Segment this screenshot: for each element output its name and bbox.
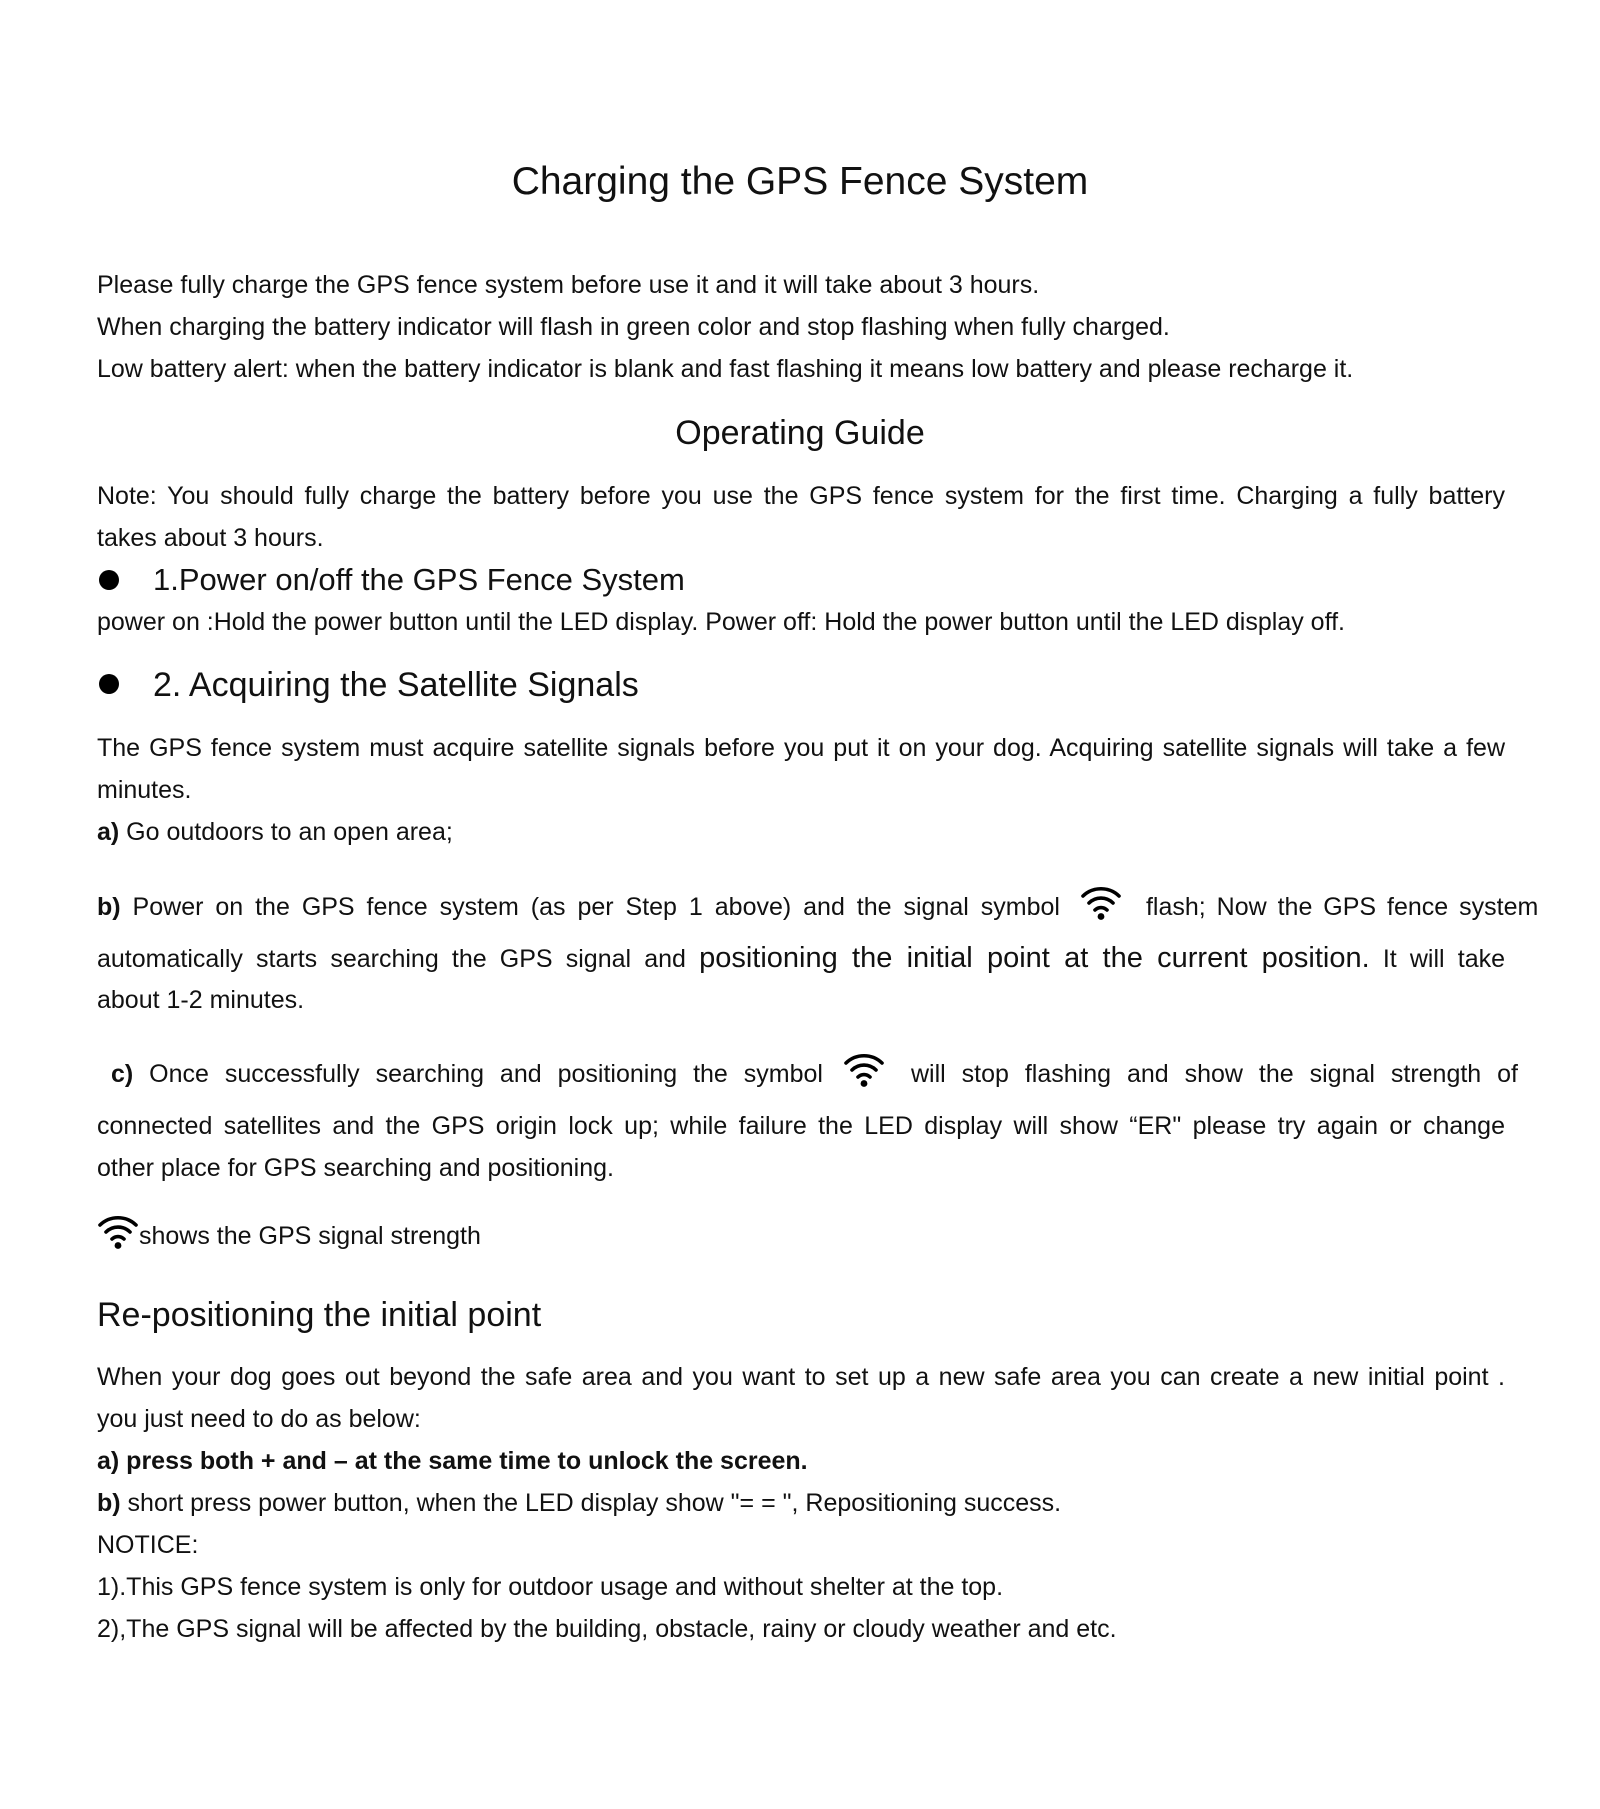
signal-strength-text: shows the GPS signal strength (139, 1222, 481, 1250)
operating-note-line-1: Note: You should fully charge the battery before you use the GPS fence system for the first time. Charging a fully battery (97, 482, 1505, 510)
step-a (97, 816, 1505, 848)
step-a-label: a) (97, 818, 120, 846)
step-c-line-1 (111, 1050, 1519, 1090)
step-c-line-3: other place for GPS searching and positioning. (97, 1154, 614, 1182)
page-title: Charging the GPS Fence System (511, 160, 1089, 203)
repositioning-step-b-text: short press power button, when the LED display show "= = ", Repositioning success. (120, 1489, 1062, 1517)
repositioning-line-2: you just need to do as below: (97, 1405, 421, 1433)
step-c-text-2: will stop flashing and show the signal strength of (910, 1060, 1519, 1088)
repositioning-heading: Re-positioning the initial point (97, 1296, 542, 1334)
charging-line-3: Low battery alert: when the battery indicator is blank and fast flashing it means low battery and please recharge it. (97, 355, 1354, 383)
step-b-line-1 (97, 883, 1539, 923)
step-c-text-1: Once successfully searching and positioning the symbol (133, 1060, 823, 1088)
step-b-label: b) (97, 893, 121, 921)
step-b-line-2-post: It will take (1369, 945, 1505, 973)
signal-icon (843, 1050, 885, 1088)
repositioning-step-a: a) press both + and – at the same time to unlock the screen. (97, 1447, 808, 1475)
step-b-line-2-pre: automatically starts searching the GPS signal and (97, 945, 700, 973)
satellite-intro-line-1: The GPS fence system must acquire satellite signals before you put it on your dog. Acquiring satellite signals will take a few (97, 734, 1505, 762)
step-b-text-1: Power on the GPS fence system (as per Step 1 above) and the signal symbol (120, 893, 1060, 921)
bullet-icon (99, 674, 119, 694)
satellite-heading: 2. Acquiring the Satellite Signals (153, 666, 639, 704)
repositioning-line-1: When your dog goes out beyond the safe area and you want to set up a new safe area you can create a new initial point . (97, 1363, 1505, 1391)
step-c-line-2: connected satellites and the GPS origin lock up; while failure the LED display will show “ER" please try again or change (97, 1112, 1505, 1140)
notice-item-1: 1).This GPS fence system is only for outdoor usage and without shelter at the top. (97, 1573, 1004, 1601)
step-b-line-2 (97, 942, 1505, 975)
bullet-icon (99, 570, 119, 590)
signal-strength-line (97, 1212, 1505, 1252)
charging-line-1: Please fully charge the GPS fence system before use it and it will take about 3 hours. (97, 271, 1040, 299)
power-text: power on :Hold the power button until the LED display. Power off: Hold the power button until the LED display off. (97, 608, 1345, 636)
signal-icon (1080, 883, 1122, 921)
step-b-line-3: about 1-2 minutes. (97, 986, 305, 1014)
step-c-label: c) (111, 1060, 134, 1088)
operating-guide-heading: Operating Guide (675, 414, 925, 452)
step-a-text: Go outdoors to an open area; (119, 818, 453, 846)
signal-icon (97, 1212, 139, 1250)
notice-item-2: 2),The GPS signal will be affected by the building, obstacle, rainy or cloudy weather and etc. (97, 1615, 1117, 1643)
repositioning-step-b (97, 1487, 1505, 1519)
charging-line-2: When charging the battery indicator will flash in green color and stop flashing when fully charged. (97, 313, 1170, 341)
step-b-text-2: flash; Now the GPS fence system (1145, 893, 1539, 921)
power-heading: 1.Power on/off the GPS Fence System (153, 562, 685, 597)
satellite-intro-line-2: minutes. (97, 776, 192, 804)
step-b-line-2-emphasis: positioning the initial point at the current position. (699, 942, 1370, 974)
operating-note-line-2: takes about 3 hours. (97, 524, 324, 552)
notice-label: NOTICE: (97, 1531, 199, 1559)
repositioning-step-b-label: b) (97, 1489, 121, 1517)
